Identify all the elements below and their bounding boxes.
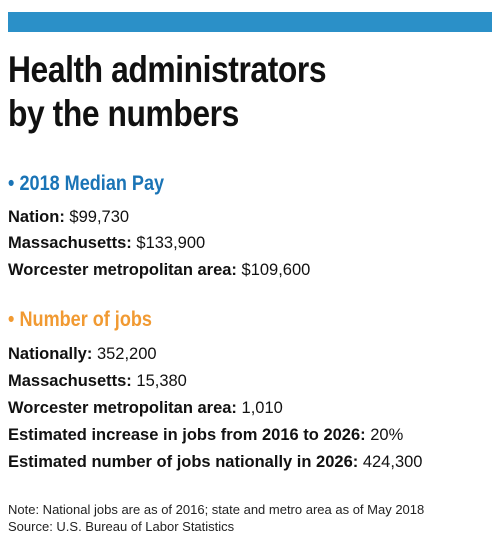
jobs-row-label: Estimated increase in jobs from 2016 to 2026: bbox=[8, 426, 366, 444]
page-title bbox=[8, 48, 421, 136]
pay-row-value: $109,600 bbox=[236, 261, 311, 279]
top-accent-bar bbox=[8, 12, 492, 32]
jobs-row-value: 1,010 bbox=[236, 399, 283, 417]
title-line-1: Health administrators bbox=[8, 49, 327, 90]
jobs-row-label: Nationally: bbox=[8, 345, 93, 363]
number-of-jobs-heading-text: Number of jobs bbox=[19, 308, 152, 331]
jobs-row-value: 15,380 bbox=[131, 372, 187, 390]
jobs-row-estimated-increase bbox=[8, 424, 403, 446]
jobs-row-label: Estimated number of jobs nationally in 2026: bbox=[8, 453, 359, 471]
median-pay-heading bbox=[8, 171, 164, 197]
jobs-row-value: 352,200 bbox=[92, 345, 157, 363]
jobs-row-value: 424,300 bbox=[358, 453, 423, 471]
jobs-row-nationally bbox=[8, 343, 157, 365]
pay-row-label: Nation: bbox=[8, 208, 65, 226]
bullet-icon: • bbox=[8, 172, 15, 195]
title-line-2: by the numbers bbox=[8, 93, 239, 134]
jobs-row-estimated-2026 bbox=[8, 451, 422, 473]
pay-row-label: Worcester metropolitan area: bbox=[8, 261, 237, 279]
number-of-jobs-heading bbox=[8, 307, 152, 333]
bullet-icon: • bbox=[8, 308, 15, 331]
pay-row-value: $133,900 bbox=[131, 234, 206, 252]
pay-row-value: $99,730 bbox=[64, 208, 130, 226]
pay-row-nation bbox=[8, 206, 129, 228]
pay-row-worcester bbox=[8, 259, 310, 281]
pay-row-massachusetts bbox=[8, 232, 205, 254]
jobs-row-value: 20% bbox=[365, 426, 404, 444]
footnote: Note: National jobs are as of 2016; state and metro area as of May 2018 bbox=[8, 502, 425, 517]
jobs-row-label: Worcester metropolitan area: bbox=[8, 399, 237, 417]
pay-row-label: Massachusetts: bbox=[8, 234, 132, 252]
jobs-row-label: Massachusetts: bbox=[8, 372, 132, 390]
source-credit: Source: U.S. Bureau of Labor Statistics bbox=[8, 519, 235, 534]
jobs-row-worcester bbox=[8, 397, 283, 419]
jobs-row-massachusetts bbox=[8, 370, 187, 392]
median-pay-heading-text: 2018 Median Pay bbox=[19, 172, 165, 195]
